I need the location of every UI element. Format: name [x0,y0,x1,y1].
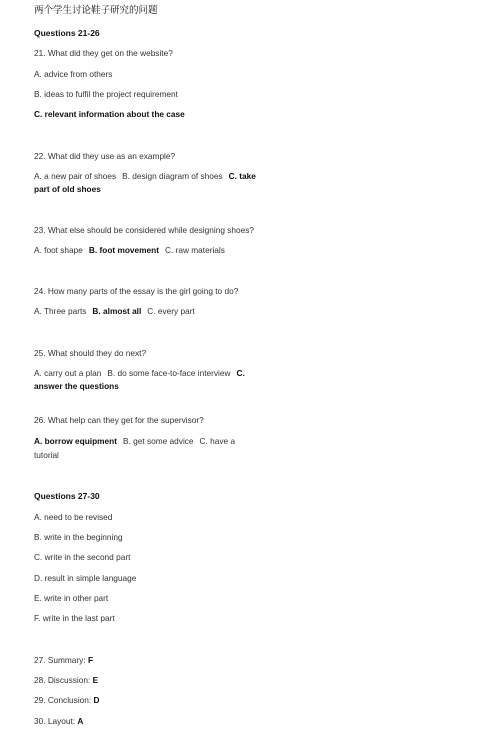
q22-option-b: B. design diagram of shoes [122,171,223,181]
q24-option-a: A. Three parts [34,306,87,316]
q26-option-b: B. get some advice [122,436,194,446]
q22-options-row [34,171,256,182]
answer-29-value: D [93,695,100,705]
question-23: 23. What else should be considered while designing shoes? [34,225,255,235]
q25-options-row [34,368,245,379]
q23-option-c: C. raw materials [164,245,225,255]
answer-30-label: 30. Layout: [34,716,78,726]
document [34,0,464,738]
answer-30-value: A [77,716,84,726]
q21-option-b: B. ideas to fulfil the project requirement [34,89,178,99]
answer-row-28 [34,675,98,686]
answer-27-value: F [87,655,94,665]
matching-option-d: D. result in simple language [34,573,137,583]
answer-row-27 [34,655,93,666]
matching-option-a: A. need to be revised [34,512,113,522]
matching-option-e: E. write in other part [34,593,109,603]
page-title: 两个学生讨论鞋子研究的问题 [34,5,158,16]
matching-option-b: B. write in the beginning [34,532,123,542]
q25-option-c-continued: answer the questions [34,381,119,391]
q26-option-c-continued: tutorial [34,450,59,460]
matching-option-c: C. write in the second part [34,552,131,562]
q26-options-row [34,436,235,447]
q24-option-b-answer: B. almost all [92,306,142,316]
question-22: 22. What did they use as an example? [34,151,176,161]
answer-28-value: E [92,675,99,685]
question-24: 24. How many parts of the essay is the girl going to do? [34,286,239,296]
q24-options-row [34,306,195,317]
q26-option-c: C. have a [199,436,236,446]
answer-row-30 [34,716,83,727]
q22-option-c-continued: part of old shoes [34,184,101,194]
matching-option-f: F. write in the last part [34,613,115,623]
q26-option-a-answer: A. borrow equipment [34,436,117,446]
q24-option-c: C. every part [147,306,195,316]
q23-option-b-answer: B. foot movement [88,245,159,255]
q21-option-a: A. advice from others [34,69,113,79]
question-26: 26. What help can they get for the supervisor? [34,415,204,425]
q25-option-a: A. carry out a plan [34,368,102,378]
q22-option-a: A. a new pair of shoes [34,171,117,181]
answer-row-29 [34,695,100,706]
q23-options-row [34,245,225,256]
answer-29-label: 29. Conclusion: [34,695,94,705]
q25-option-b: B. do some face-to-face interview [107,368,231,378]
q25-option-c-answer: C. [236,368,245,378]
q21-option-c-answer: C. relevant information about the case [34,109,185,119]
section-heading-21-26: Questions 21-26 [34,28,100,38]
section-heading-27-30: Questions 27-30 [34,491,100,501]
answer-27-label: 27. Summary: [34,655,88,665]
question-21: 21. What did they get on the website? [34,48,173,58]
answer-28-label: 28. Discussion: [34,675,93,685]
q22-option-c-answer: C. take [228,171,256,181]
q23-option-a: A. foot shape [34,245,83,255]
question-25: 25. What should they do next? [34,348,147,358]
